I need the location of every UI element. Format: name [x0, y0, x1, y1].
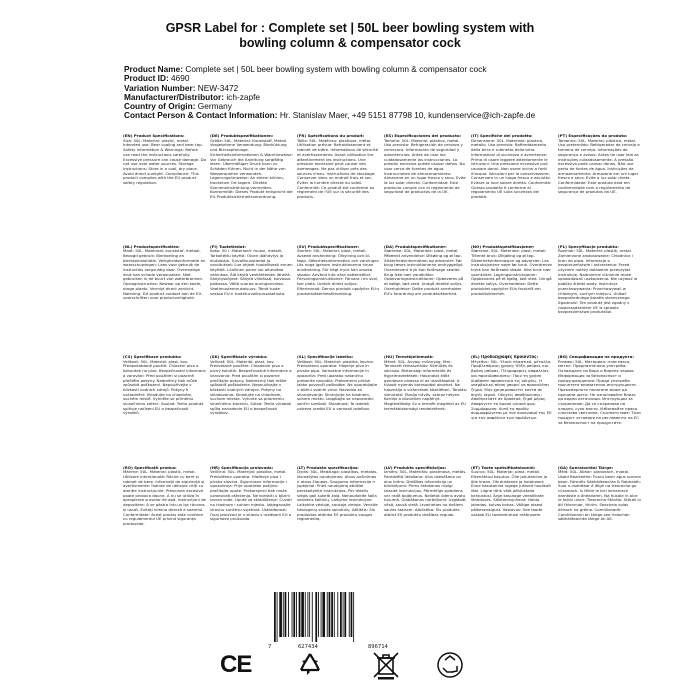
- spec-cell-heading: (GA) Sonraíochtaí Táirge:: [558, 465, 614, 470]
- spec-cell-body: Velikost: 50L. Material: plastika, kovina. Predvidena uporaba: Hlajenje piva in pivska pipa. Varnostne informacije in opozorila: Pred uporabo natančno preberite navodila. Prekomerni pritisk lahko povzroči poškodbe. Ne uporabljajte v bližini vodnih virov. Navodila za shranjevanje: Shranjujte na hladnem, suhem mestu. Izogibajte se neposredni sončni svetlobi. Skladnost: Ta izdelek ustreza uredbi EU o varnosti izdelkov.: [297, 358, 378, 411]
- barcode-bar: [292, 592, 293, 637]
- barcode-bar: [274, 592, 276, 642]
- spec-cell: [558, 466, 641, 575]
- spec-cell-heading: (HR) Specifikacija proizvoda:: [210, 465, 274, 470]
- spec-cell-body: Méid: 50L. Ábhar: plaisteach, miotal. Úsáid Beartaithe: Fuarú beoir agus sconna beoir. Faisnéis Sábháilteachta & Rabhaidh: Sula n-úsáidtear é léigh na treoracha go cúramach. Is féidir le brú iomarcach damáiste a dhéanamh. Ná húsáid in aice le foinsí uisce. Treoracha Stórála: Stóráil in áit fhionnuar, thirim. Seachain solas díreach na gréine. Comhlíonadh: Comhlíonann an táirge seo rialachán sábháilteachta táirge an AE.: [558, 469, 641, 522]
- barcode-bar: [318, 592, 319, 637]
- barcode-bar: [283, 592, 284, 637]
- barcode-bar: [349, 592, 350, 637]
- info-value: Hr. Stanislav Maer, +49 5151 87798 10, kundenservice@ich-zapfe.de: [279, 110, 536, 121]
- spec-cell: [123, 355, 206, 464]
- spec-cell-body: Velikost: 50L. Materiál: plast, kov. Předpokládané použití: Chlazení piva a kohoutek na pivo. Bezpečnostní informace a varování: Před použitím si pozorně přečtěte pokyny. Nadměrný tlak může způsobit poškození. Nepoužívejte v blízkosti vodních zdrojů. Pokyny k uskladnění: Skladujte na chladném, suchém místě. Vyhněte se přímému slunečnímu záření. Soulad: Tento produkt splňuje nařízení EU o bezpečnosti výrobků.: [123, 358, 206, 416]
- info-value: Complete set | 50L beer bowling system with bowling column & compensator cock: [185, 64, 487, 74]
- info-label: Country of Origin:: [124, 101, 196, 112]
- spec-cell-body: Størrelse: 50L. Materiale: plast, metall. Tiltenkt bruk: Ølkjøling og øl tap. Sikkerhetsinformasjon og advarsler: Les instruksjonene nøye før bruk. Overdreven trykk kan forårsake skade. Ikke bruk nær vannkilder. Lagringsinstruksjoner: Oppbevares på et kjølig, tørt sted. Unngå direkte sollys. Overholdelse: Dette produktet oppfyller EUs forskrift om produktsikkerhet.: [471, 248, 553, 296]
- spec-cell-heading: (HU) Termékjellemzők:: [384, 355, 434, 359]
- spec-cell-body: Size: 50L. Material: plastic, metal. Intended use: Beer cooling and beer tap. Safety information & Warnings: Before use read the instructions carefully. Excessive pressure can cause damage. Do not use near water sources. Storage instructions: Store in a cool, dry place. Avoid direct sunlight. Compliance: This product complies with the EU product safety regulation.: [123, 137, 206, 186]
- spec-cell: [558, 134, 641, 243]
- spec-cell-body: Tamaño: 50L. Material: plástico, metal. Uso previsto: Refrigeración de cerveza y cervecera. Información de seguridad y advertencias: Antes de usar lea cuidadosamente las instrucciones. La presión excesiva puede causar daños. No usar cerca de fuentes de agua. Instrucciones de almacenamiento: Almacene en un lugar fresco y seco. Evite la luz solar directa. Conformidad: Este producto cumple con el reglamento de seguridad de productos de la UE.: [384, 137, 466, 195]
- language-spec-grid: [123, 134, 641, 574]
- barcode-bar: [340, 592, 342, 637]
- spec-cell-body: Veličina: 50L. Materijal: plastika, metal. Predviđena uporaba: Hlađenje piva i pivska slavina. Sigurnosne informacije i upozorenja: Prije upotrebe pažljivo pročitajte upute. Prekomjerni tlak može uzrokovati oštećenja. Ne koristiti u blizini izvora vode. Upute za skladištenje: Čuvati na hladnom i suhom mjestu. Izbjegavajte izravnu sunčevu svjetlost. Usklađenost: Ovaj proizvod je u skladu s uredbom EU o sigurnosti proizvoda.: [210, 469, 292, 522]
- spec-cell-body: Méret: 50L. Anyag: műanyag, fém. Tervezett felhasználás: Sörhűtés és sörcsap. Biztonsági információk és figyelmeztetések: Használat előtt gondosan olvassa el az utasításokat. A túlzott nyomás károsodást okozhat. Ne használja a vízforrások közelében. Tárolási útmutató: Tárolja hűvös, száraz helyen. Kerülje a közvetlen napfényt. Megfelelőség: Ez a termék megfelel az EU termékbiztonsági rendeletének.: [384, 358, 467, 411]
- barcode-bar: [351, 592, 353, 637]
- barcode-bar: [288, 592, 289, 637]
- spec-cell: [210, 355, 293, 464]
- spec-cell-body: Suurus: 50L. Materjal: plast, metall. Ettenähtud kasutus: Õlle jahutamine ja õlle kraan. Ohutusteave ja hoiatused: Enne kasutamist lugege juhised hoolikalt läbi. Liigne rõhk võib põhjustada kahjustusi. Ärge kasutage veeallikate läheduses. Säilitamisjuhend: Hoida jahedas, kuivas kohas. Vältige otsest päikesevalgust. Vastavus: See toode vastab ELi tooteohutuse määrusele.: [471, 469, 551, 517]
- barcode-digits-3: 896714: [368, 644, 388, 650]
- spec-cell-heading: (LT) Produkto specifikacijos:: [297, 465, 359, 470]
- spec-cell-heading: (SL) Specifikacije izdelka:: [297, 355, 354, 359]
- spec-cell: [384, 245, 467, 354]
- spec-cell-body: Veľkosť: 50L. Materiál: plast, kov. Predvídané použitie: Chladenie piva a pivný kohútik. Bezpečnostné informácie a varovania: Pred použitím si pozorne prečítajte pokyny. Nadmerný tlak môže spôsobiť poškodenie. Nepoužívajte v blízkosti vodných zdrojov. Pokyny na skladovanie: Skladujte na chladnom, suchom mieste. Vyhnite sa priamemu slnečnému žiareniu. Súlad: Tento výrobok spĺňa nariadenie EÚ o bezpečnosti výrobkov.: [210, 358, 292, 416]
- spec-cell: [384, 355, 467, 464]
- spec-cell-heading: (NL) Productspecificaties:: [123, 244, 180, 249]
- barcode-digits-2: 627434: [298, 644, 318, 650]
- info-label: Manufacturer/Distributor:: [124, 91, 225, 102]
- barcode-bar: [321, 592, 322, 637]
- spec-cell-body: Μέγεθος: 50L. Υλικό: πλαστικό, μέταλλο. Προβλεπόμενη χρήση: Ψύξη μπύρας και βρύση μπύρας. Πληροφορίες ασφαλείας και προειδοποιήσεις: Πριν τη χρήση διαβάστε προσεκτικά τις οδηγίες. Η υπερβολική πίεση μπορεί να προκαλέσει ζημιά. Μην χρησιμοποιείτε κοντά σε πηγές νερού. Οδηγίες αποθήκευσης: Αποθηκεύστε σε δροσερό, ξηρό μέρος. Αποφύγετε το άμεσο ηλιακό φως. Συμμόρφωση: Αυτό το προϊόν συμμορφώνεται με τον κανονισμό της ΕΕ για την ασφάλεια των προϊόντων.: [471, 358, 552, 421]
- barcode-bar: [279, 592, 282, 637]
- spec-cell-heading: (FR) Spécifications du produit:: [297, 134, 365, 138]
- spec-cell-body: Izmērs: 50L. Materiāls: plastmasa, metāls. Paredzētā lietošana: Alus dzesēšana un alus krāns. Drošības informācija un brīdinājumi: Pirms lietošanas rūpīgi izlasiet instrukcijas. Pārmērīgs spiediens var radīt bojājumus. Nelietot ūdens avotu tuvumā. Glabāšanas norādījumi: Uzglabāt vēsā, sausā vietā. Izvairieties no tiešiem saules stariem. Atbilstība: Šis produkts atbilst ES produktu drošības regulai.: [384, 469, 467, 517]
- spec-cell: [123, 134, 206, 243]
- barcode-bar: [337, 592, 338, 637]
- barcode-bar: [334, 592, 335, 637]
- spec-cell: [471, 134, 554, 243]
- spec-cell-body: Größe: 50L. Material: Kunststoff, Metall. Vorgesehene Verwendung: Bierkühlung und Bierzapfanlage. Sicherheitsinformationen & Warnhinweise: Vor Gebrauch die Anleitung sorgfältig lesen. Übermäßiger Druck kann zu Schäden führen. Nicht in der Nähe von Wasserquellen verwenden. Lagerungshinweise: An einem kühlen, trockenen Ort lagern. Direkte Sonneneinstrahlung vermeiden. Konformität: Dieses Produkt entspricht der EU-Produktsicherheitsverordnung.: [210, 137, 293, 200]
- spec-cell: [471, 355, 554, 464]
- spec-cell: [297, 134, 380, 243]
- label-title-line-2: bowling column & compensator cock: [239, 36, 461, 50]
- spec-cell: [384, 466, 467, 575]
- spec-cell-heading: (PT) Especificações do produto:: [558, 134, 628, 138]
- info-label: Product ID:: [124, 73, 169, 84]
- spec-cell-body: Maat: 50L. Materiaal: kunststof, metaal. Beoogd gebruik: Bierkoeling en biertapinstallatie. Veiligheidsinformatie en waarschuwingen: Lees voor gebruik de instructies zorgvuldig door. Overmatige druk kan schade veroorzaken. Niet gebruiken in de buurt van waterbronnen. Opslaginstructies: Bewaar op een koele, droge plaats. Vermijd direct zonlicht. Naleving: Dit product voldoet aan de EU-voorschriften voor productveiligheid.: [123, 248, 206, 301]
- weee-bin-icon: [370, 650, 402, 680]
- info-value: Germany: [197, 101, 232, 112]
- spec-cell-body: Dimensione: 50L. Materiale: plastica, metallo. Uso previsto: Raffreddamento della birra e rubinetto della birra. Informazioni di sicurezza e avvertenze: Prima di usare leggere attentamente le istruzioni. Una pressione eccessiva può causare danni. Non usare vicino a fonti d'acqua. Istruzioni per la conservazione: Conservare in un luogo fresco e asciutto. Evitare la luce solare diretta. Conformità: Questo prodotto è conforme al regolamento UE sulla sicurezza dei prodotti.: [471, 137, 552, 200]
- info-label: Contact Person & Contact Information:: [124, 110, 278, 121]
- compliance-symbols: [220, 650, 490, 690]
- spec-cell-heading: (SK) Špecifikácie výrobku:: [210, 355, 268, 359]
- barcode-bar: [312, 592, 313, 642]
- spec-cell-heading: (PL) Specyfikacje produktu:: [558, 244, 619, 249]
- barcode-bar: [309, 592, 310, 637]
- barcode-bar: [307, 592, 308, 637]
- spec-cell-heading: (ET) Toote spetsifikatsioonid:: [471, 465, 536, 470]
- barcode-bar: [301, 592, 304, 637]
- barcode-bar: [331, 592, 333, 637]
- spec-cell-heading: (BG) Спецификации на продукта:: [558, 355, 634, 359]
- spec-cell-heading: (SV) Produktspecifikationer:: [297, 244, 360, 249]
- barcode-bar: [344, 592, 346, 637]
- ce-mark-icon: CE: [220, 651, 252, 678]
- spec-cell-heading: (DE) Produktspezifikationen:: [210, 134, 274, 138]
- spec-cell: [210, 466, 293, 575]
- barcode-bar: [277, 592, 278, 642]
- barcode-bar: [327, 592, 328, 637]
- barcode-bar: [322, 592, 325, 637]
- spec-cell-heading: (EN) Product Specifications:: [123, 134, 185, 138]
- barcode-bar: [296, 592, 297, 637]
- spec-cell-body: Dydis: 50L. Medžiaga: plastikas, metalas. Numatytas naudojimas: Alaus aušinimas ir alaus čiaupas. Saugumo informacija ir įspėjimai: Prieš naudojimą atidžiai perskaitykite instrukcijas. Per didelis slėgis gali sukelti žalą. Nenaudokite šalia vandens šaltinių. Laikymo instrukcijos: Laikykite vėsioje, sausoje vietoje. Venkite tiesioginių saulės spindulių. Atitiktis: Šis produktas atitinka ES produktų saugos reglamentą.: [297, 469, 378, 522]
- spec-cell: [210, 134, 293, 243]
- barcode-bar: [299, 592, 301, 637]
- spec-cell: [384, 134, 467, 243]
- barcode-bar: [305, 592, 306, 637]
- spec-cell-heading: (ES) Especificaciones del producto:: [384, 134, 462, 138]
- spec-cell-heading: (EL) Προδιαγραφές προϊόντος:: [471, 355, 538, 359]
- barcode-bar: [353, 592, 354, 642]
- label-title-line-1: GPSR Label for : Complete set | 50L beer bowling system with: [165, 21, 535, 35]
- info-label: Product Name:: [124, 64, 184, 74]
- info-label: Variation Number:: [124, 82, 196, 93]
- spec-cell: [471, 466, 554, 575]
- product-info: [124, 65, 594, 121]
- spec-cell: [297, 245, 380, 354]
- barcode-bar: [329, 592, 331, 637]
- spec-cell-body: Tamanho: 50L. Material: plástico, metal. Uso pretendido: Refrigerador de cerveja e torneira de cerveja. Informações de segurança e avisos: Antes de usar leia as instruções cuidadosamente. A pressão excessiva pode causar danos. Não use perto de fontes de água. Instruções de armazenamento: Armazene em um lugar fresco e seco. Evite a luz solar direta. Conformidade: Este produto está em conformidade com o regulamento de segurança de produtos da UE.: [558, 137, 640, 195]
- barcode-digit-1: 7: [268, 644, 272, 650]
- info-value: ich-zapfe: [226, 91, 261, 102]
- spec-cell: [297, 466, 380, 575]
- spec-cell-body: Storlek: 50L. Material: plast, metall. Avsedd användning: Ölkylning och öl-tapp. Säkerhetsinformation och varningar: Läs noga igenom instruktionerna innan användning. För högt tryck kan orsaka skador. Använd inte nära vattenkällor. Förvaringsinstruktioner: Förvara i en sval, torr plats. Undvik direkt solljus. Efterlevnad: Denna produkt uppfyller EU:s produktsäkerhetsförordning.: [297, 248, 380, 296]
- spec-cell-heading: (DA) Produktspecifikationer:: [384, 244, 447, 249]
- spec-cell-heading: (LV) Produkta specifikācijas:: [384, 465, 447, 470]
- spec-cell-heading: (IT) Specifiche del prodotto:: [471, 134, 533, 138]
- info-value: NEW-3472: [197, 82, 239, 93]
- info-value: 4690: [171, 73, 190, 84]
- spec-cell: [558, 245, 641, 354]
- barcode-bar: [293, 592, 295, 637]
- spec-cell: [558, 355, 641, 464]
- triman-icon: [435, 650, 465, 680]
- spec-cell-body: Mărime: 50L. Material: plastic, metal. Utilizare intenționată: Răcire cu bere și robinet de bere. Informații de siguranță și avertismente: Înainte de utilizare citiți cu atenție instrucțiunile. Presiunea excesivă poate provoca daune. A nu se utiliza în apropierea surselor de apă. Instrucțiuni de depozitare: A se păstra într-un loc răcoros și uscat. Evitați lumina directă a soarelui. Conformitate: Acest produs este conform cu regulamentul UE privind siguranța produselor.: [123, 469, 206, 526]
- spec-cell: [123, 245, 206, 354]
- spec-cell-body: Taille: 50L. Matériau: plastique, métal. Utilisation prévue: Refroidissement et robinet de bière. Informations de sécurité et avertissements: Avant utilisation lire attentivement les instructions. Une pression excessive peut causer des dommages. Ne pas utiliser près des sources d'eau. Instructions de stockage: Conserver dans un endroit frais et sec. Éviter la lumière directe du soleil. Conformité: Ce produit est conforme au règlement de l'UE sur la sécurité des produits.: [297, 137, 379, 200]
- spec-cell-body: Størrelse: 50L. Materiale: plast, metal. Påtænkt anvendelse: Ølkøling og øl tap. Sikkerhedsinformation og advarsler: Før brug læses instruktionerne omhyggeligt. Overdrevent tryk kan forårsage skader. Brug ikke nær vandkilder. Opbevaringsinstruktioner: Opbevares på et køligt, tørt sted. Undgå direkte sollys. Overholdelse: Dette produkt overholder EU's forordning om produktsikkerhed.: [384, 248, 464, 296]
- info-row-product-name: [124, 65, 594, 74]
- spec-cell: [471, 245, 554, 354]
- spec-cell-heading: (NO) Produktspesifikasjoner:: [471, 244, 535, 249]
- spec-cell-heading: (FI) Tuotetiedot:: [210, 244, 246, 249]
- info-row-contact: [124, 111, 594, 120]
- spec-cell: [210, 245, 293, 354]
- spec-cell: [297, 355, 380, 464]
- spec-cell-body: Koko: 50 l. Materiaali: muovi, metalli. Tarkoitettu käyttö: Oluen jäähdytys ja olutjakaja. Turvallisuustiedot ja varoitukset: Lue ohjeet huolellisesti ennen käyttöä. Liiallinen paine voi aiheuttaa vahinkoa. Älä käytä vesilähteiden lähellä. Säilytysohjeet: Säilytä viileässä, kuivassa paikassa. Vältä suoraa auringonvaloa. Vaatimustenmukaisuus: Tämä tuote vastaa EU:n tuoteturvallisuusasetusta.: [210, 248, 293, 296]
- barcode-bars: [274, 592, 434, 642]
- spec-cell: [123, 466, 206, 575]
- barcode-bar: [285, 592, 287, 637]
- barcode-bar: [315, 592, 317, 642]
- spec-cell-body: Размер: 50L. Материал: пластмаса, метал. Предназначена употреба: Охлаждане на бира и бирена чешма. Информация за безопасност и предупреждения: Преди употреба прочетете внимателно инструкциите. Прекомерното налягане може да причини щети. Не използвайте близо до водни източници. Инструкции за съхранение: Да се съхранява на хладно, сухо място. Избягвайте пряка слънчева светлина. Съответствие: Този продукт отговаря на регламента на ЕС за безопасност на продуктите.: [558, 358, 641, 425]
- recycling-icon: [295, 650, 325, 680]
- spec-cell-heading: (CS) Specifikace produktu:: [123, 355, 182, 359]
- spec-cell-body: Rozmiar: 50L. Materiał: plastik, metal. Zamierzone zastosowanie: Chłodnica i kran do piwa. Informacje o bezpieczeństwie i ostrzeżenia: Przed użyciem należy dokładnie przeczytać instrukcję. Nadmierne ciśnienie może spowodować uszkodzenia. Nie używać w pobliżu źródeł wody. Instrukcje przechowywania: Przechowywać w chłodnym, suchym miejscu. Unikać bezpośredniego światła słonecznego. Zgodność: Ten produkt jest zgodny z rozporządzeniem UE w sprawie bezpieczeństwa produktów.: [558, 248, 638, 315]
- label-title: [0, 21, 700, 51]
- barcode-bar: [343, 592, 344, 637]
- spec-cell-heading: (RO) Specificații produs:: [123, 465, 177, 470]
